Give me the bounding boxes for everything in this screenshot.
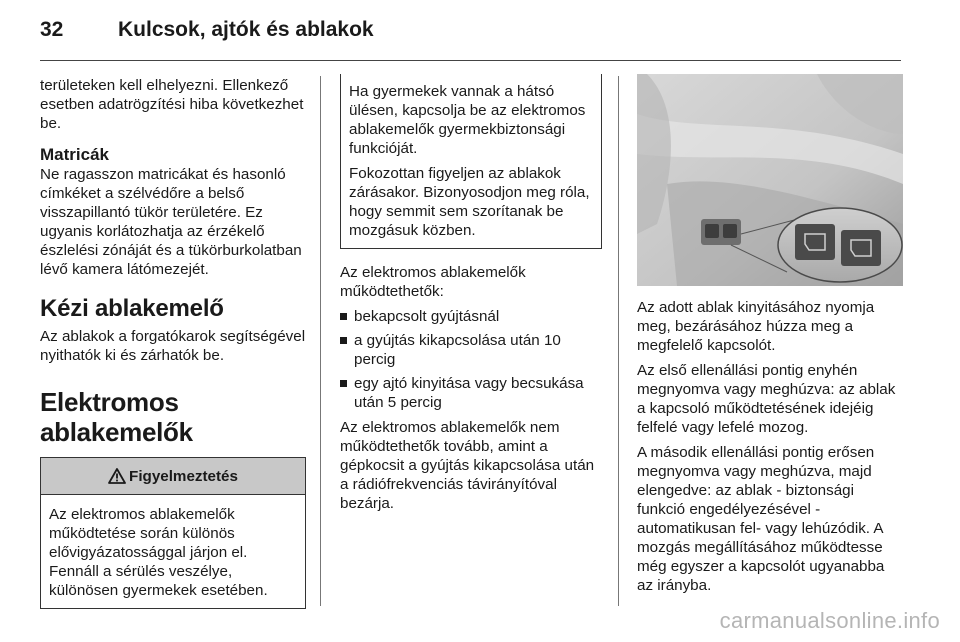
matricak-paragraph: Ne ragasszon matricákat és hasonló címkéket a szélvédőre a belső visszapillantó tükör területére. Ez ugyanis korlátozhatja az érzékelő észlelési zónáját és a tükörburkolatban lévő kamera látómezejét. bbox=[40, 166, 302, 278]
page-title: Kulcsok, ajtók és ablakok bbox=[118, 18, 374, 41]
column-1 bbox=[40, 76, 306, 609]
page-header bbox=[40, 18, 920, 48]
column-3 bbox=[637, 74, 903, 601]
warning-body bbox=[41, 495, 305, 608]
warning-header bbox=[41, 458, 305, 495]
open-close-paragraph: Az adott ablak kinyitásához nyomja meg, bezárásához húzza meg a megfelelő kapcsolót. bbox=[637, 299, 875, 354]
warning-box bbox=[40, 457, 306, 609]
list-item: bekapcsolt gyújtásnál bbox=[340, 307, 602, 326]
column-divider-1 bbox=[320, 76, 321, 606]
watermark: carmanualsonline.info bbox=[719, 608, 940, 633]
operable-intro: Az elektromos ablakemelők működtethetők: bbox=[340, 264, 526, 300]
list-item: egy ajtó kinyitása vagy becsukása után 5 percig bbox=[340, 374, 602, 412]
column-divider-2 bbox=[618, 76, 619, 606]
not-operable-paragraph: Az elektromos ablakemelők nem működtethetők tovább, amint a gépkocsit a gyújtás kikapcsolása után a rádiófrekvenciás távirányítóval bezárja. bbox=[340, 419, 595, 512]
warning-heading: Figyelmeztetés bbox=[129, 467, 238, 485]
bullet-square-icon bbox=[340, 380, 347, 387]
list-item: a gyújtás kikapcsolása után 10 percig bbox=[340, 331, 602, 369]
first-detent-paragraph: Az első ellenállási pontig enyhén megnyomva vagy meghúzva: az ablak a kapcsoló működtetésének idejéig felfelé vagy lefelé mozog. bbox=[637, 362, 896, 436]
warning-text: Az elektromos ablakemelők működtetése során különös elővigyázatossággal járjon el. Fennáll a sérülés veszélye, különösen gyermekek esetében. bbox=[49, 506, 268, 599]
matricak-heading: Matricák bbox=[40, 145, 109, 164]
column-2 bbox=[340, 76, 602, 519]
closing-caution-paragraph: Fokozottan figyeljen az ablakok zárásakor. Bizonyosodjon meg róla, hogy semmit sem szorítanak be mozgásuk közben. bbox=[349, 165, 590, 239]
bullet-square-icon bbox=[340, 337, 347, 344]
window-switch-photo bbox=[637, 74, 903, 286]
intro-paragraph: területeken kell elhelyezni. Ellenkező esetben adatrögzítési hiba következhet be. bbox=[40, 77, 304, 132]
manual-window-heading: Kézi ablakemelő bbox=[40, 295, 224, 322]
power-windows-heading: Elektromos ablakemelők bbox=[40, 387, 193, 447]
manual-window-paragraph: Az ablakok a forgatókarok segítségével nyithatók ki és zárhatók be. bbox=[40, 328, 306, 364]
warning-triangle-icon bbox=[108, 468, 126, 484]
header-divider bbox=[40, 60, 901, 61]
warning-continuation-box bbox=[340, 74, 602, 249]
second-detent-paragraph: A második ellenállási pontig erősen megnyomva vagy meghúzva, majd elengedve: az ablak - biztonsági funkció engedélyezésével - automatikusan fel- vagy lehúzódik. A mozgás megállításához működtesse még egyszer a kapcsolót ugyanabba az irányba. bbox=[637, 444, 885, 594]
bullet-square-icon bbox=[340, 313, 347, 320]
operable-conditions-list bbox=[340, 307, 602, 412]
page-number: 32 bbox=[40, 18, 64, 41]
child-safety-paragraph: Ha gyermekek vannak a hátsó ülésen, kapcsolja be az elektromos ablakemelők gyermekbiztonsági funkcióját. bbox=[349, 83, 586, 157]
